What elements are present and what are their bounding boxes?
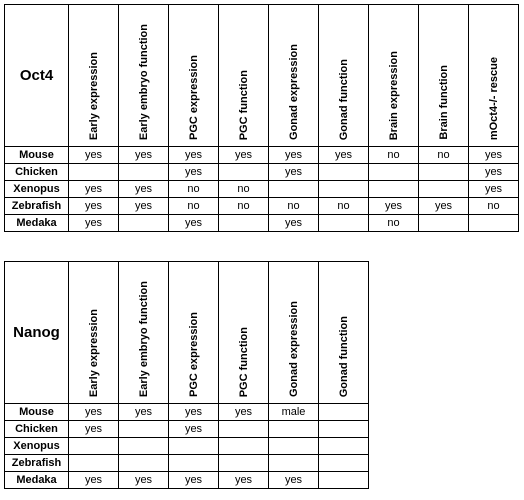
table-cell: [319, 215, 369, 232]
table-row: [5, 455, 369, 472]
table-row: [5, 198, 519, 215]
table-row: [5, 404, 369, 421]
table-cell: yes: [469, 164, 519, 181]
table-row: [5, 421, 369, 438]
table-cell: [69, 164, 119, 181]
table-cell: [169, 455, 219, 472]
oct4-table: [4, 4, 519, 232]
column-header: Brain expression: [369, 5, 419, 147]
row-label: Chicken: [5, 421, 69, 438]
table-cell: [269, 421, 319, 438]
oct4-title: Oct4: [5, 5, 69, 147]
column-header: Gonad function: [319, 262, 369, 404]
table-cell: [219, 215, 269, 232]
table-cell: no: [169, 198, 219, 215]
table-cell: [369, 164, 419, 181]
table-cell: [119, 164, 169, 181]
table-cell: yes: [69, 421, 119, 438]
table-cell: [319, 404, 369, 421]
table-cell: no: [269, 198, 319, 215]
table-cell: yes: [169, 147, 219, 164]
table-cell: no: [319, 198, 369, 215]
table-cell: yes: [119, 181, 169, 198]
table-cell: yes: [69, 181, 119, 198]
nanog-table: [4, 261, 369, 489]
table-cell: yes: [169, 164, 219, 181]
column-header: Gonad expression: [269, 5, 319, 147]
table-cell: no: [419, 147, 469, 164]
table-cell: [419, 181, 469, 198]
table-cell: yes: [119, 198, 169, 215]
column-header: Brain function: [419, 5, 469, 147]
table-row: [5, 181, 519, 198]
table-cell: yes: [319, 147, 369, 164]
table-cell: yes: [269, 215, 319, 232]
table-cell: [319, 438, 369, 455]
table-cell: yes: [419, 198, 469, 215]
table-cell: [419, 164, 469, 181]
table-cell: yes: [469, 181, 519, 198]
column-header: PGC expression: [169, 262, 219, 404]
column-header: Early embryo function: [119, 5, 169, 147]
table-cell: no: [469, 198, 519, 215]
table-row: [5, 472, 369, 489]
table-cell: no: [369, 215, 419, 232]
table-cell: [69, 438, 119, 455]
table-cell: male: [269, 404, 319, 421]
table-row: [5, 147, 519, 164]
table-cell: [69, 455, 119, 472]
table-cell: yes: [119, 404, 169, 421]
table-cell: [169, 438, 219, 455]
table-cell: no: [169, 181, 219, 198]
table-cell: [219, 438, 269, 455]
row-label: Medaka: [5, 472, 69, 489]
row-label: Xenopus: [5, 438, 69, 455]
table-cell: yes: [269, 472, 319, 489]
row-label: Zebrafish: [5, 455, 69, 472]
table-cell: [219, 421, 269, 438]
table-cell: [269, 455, 319, 472]
column-header: Gonad function: [319, 5, 369, 147]
column-header: Early expression: [69, 262, 119, 404]
table-cell: yes: [219, 404, 269, 421]
row-label: Mouse: [5, 404, 69, 421]
table-cell: no: [219, 181, 269, 198]
table-cell: [319, 164, 369, 181]
column-header: PGC function: [219, 5, 269, 147]
table-cell: yes: [69, 472, 119, 489]
table-cell: [369, 181, 419, 198]
column-header: Early expression: [69, 5, 119, 147]
table-cell: yes: [219, 472, 269, 489]
table-cell: yes: [169, 472, 219, 489]
nanog-title: Nanog: [5, 262, 69, 404]
table-cell: [119, 455, 169, 472]
table-cell: yes: [69, 404, 119, 421]
table-cell: yes: [169, 215, 219, 232]
table-cell: yes: [69, 215, 119, 232]
table-cell: [469, 215, 519, 232]
table-cell: [119, 421, 169, 438]
table-cell: yes: [119, 147, 169, 164]
table-cell: yes: [269, 164, 319, 181]
header-row: [5, 5, 519, 147]
table-cell: [319, 421, 369, 438]
table-cell: yes: [69, 198, 119, 215]
table-cell: yes: [169, 421, 219, 438]
table-cell: [269, 438, 319, 455]
table-cell: [119, 215, 169, 232]
table-cell: yes: [469, 147, 519, 164]
column-header: Gonad expression: [269, 262, 319, 404]
column-header: PGC function: [219, 262, 269, 404]
column-header: PGC expression: [169, 5, 219, 147]
row-label: Medaka: [5, 215, 69, 232]
column-header: Early embryo function: [119, 262, 169, 404]
row-label: Mouse: [5, 147, 69, 164]
table-row: [5, 438, 369, 455]
table-cell: [319, 181, 369, 198]
table-cell: [269, 181, 319, 198]
table-cell: no: [219, 198, 269, 215]
row-label: Chicken: [5, 164, 69, 181]
table-cell: yes: [269, 147, 319, 164]
table-cell: yes: [119, 472, 169, 489]
row-label: Xenopus: [5, 181, 69, 198]
table-cell: [419, 215, 469, 232]
table-row: [5, 164, 519, 181]
table-cell: yes: [69, 147, 119, 164]
column-header: mOct4-/- rescue: [469, 5, 519, 147]
table-cell: yes: [369, 198, 419, 215]
table-cell: [219, 455, 269, 472]
table-cell: [319, 455, 369, 472]
table-cell: yes: [169, 404, 219, 421]
row-label: Zebrafish: [5, 198, 69, 215]
table-cell: no: [369, 147, 419, 164]
table-cell: [219, 164, 269, 181]
table-row: [5, 215, 519, 232]
header-row: [5, 262, 369, 404]
table-cell: [119, 438, 169, 455]
table-cell: yes: [219, 147, 269, 164]
table-cell: [319, 472, 369, 489]
